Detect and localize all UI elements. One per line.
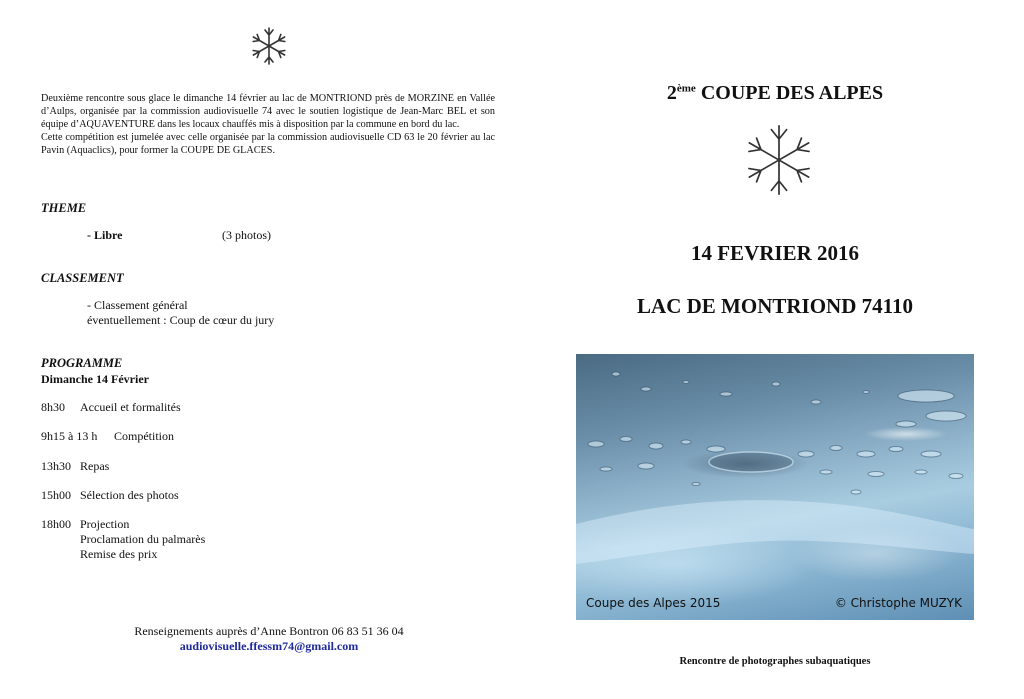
underwater-ice-photo — [576, 354, 974, 620]
snowflake-icon — [249, 26, 289, 66]
schedule-extra-2: Remise des prix — [80, 547, 158, 561]
theme-item: - Libre — [87, 228, 123, 242]
theme-count: (3 photos) — [222, 228, 271, 242]
event-title-number: 2 — [666, 82, 677, 104]
classement-heading: CLASSEMENT — [41, 271, 124, 285]
schedule-extra-1: Proclamation du palmarès — [80, 532, 206, 546]
event-location: LAC DE MONTRIOND 74110 — [637, 294, 913, 318]
schedule-row — [41, 488, 179, 503]
intro-paragraph-2: Cette compétition est jumelée avec celle organisée par la commission audiovisuelle CD 63 le 20 février au lac Pavin (Aquaclics), pour former la COUPE DE GLACES. — [41, 132, 495, 156]
theme-heading: THEME — [41, 201, 87, 215]
event-title-text: COUPE DES ALPES — [695, 82, 884, 104]
programme-day: Dimanche 14 Février — [41, 372, 149, 386]
contact-info: Renseignements auprès d’Anne Bontron 06 83 51 36 04 — [134, 624, 404, 638]
event-title — [576, 82, 974, 105]
event-subtitle: Rencontre de photographes subaquatiques — [679, 656, 871, 667]
classement-line-1: - Classement général — [87, 298, 188, 312]
contact-email[interactable]: audiovisuelle.ffessm74@gmail.com — [179, 639, 359, 653]
schedule-text: Projection — [80, 517, 130, 531]
event-date: 14 FEVRIER 2016 — [690, 241, 859, 265]
schedule-time: 13h30 — [41, 459, 71, 473]
schedule-row — [41, 459, 109, 474]
schedule-row — [41, 400, 181, 415]
photo-caption-right: © Christophe MUZYK — [834, 596, 962, 610]
photo-caption-left: Coupe des Alpes 2015 — [586, 596, 721, 610]
classement-line-2: éventuellement : Coup de cœur du jury — [87, 313, 275, 327]
snowflake-icon — [741, 122, 817, 198]
programme-heading: PROGRAMME — [41, 356, 123, 370]
schedule-text: Repas — [80, 459, 110, 473]
ice-bubbles-texture — [576, 354, 974, 620]
schedule-time: 8h30 — [41, 400, 65, 414]
intro-text — [41, 92, 495, 157]
schedule-text: Compétition — [114, 429, 174, 443]
event-title-sup: ème — [676, 82, 696, 95]
schedule-time: 18h00 — [41, 517, 71, 531]
schedule-time: 9h15 à 13 h — [41, 429, 98, 443]
schedule-row — [41, 429, 174, 444]
schedule-text: Accueil et formalités — [80, 400, 181, 414]
schedule-time: 15h00 — [41, 488, 71, 502]
intro-paragraph-1: Deuxième rencontre sous glace le dimanche 14 février au lac de MONTRIOND près de MORZINE en Vallée d’Aulps, organisée par la commission audiovisuelle 74 avec le soutien logistique de Jean-Marc BEL et son équipe d’AQUAVENTURE dans les locaux chauffés mis à disposition par la commune en bord du lac. — [41, 93, 495, 130]
schedule-text: Sélection des photos — [80, 488, 179, 502]
schedule-row — [41, 517, 129, 532]
